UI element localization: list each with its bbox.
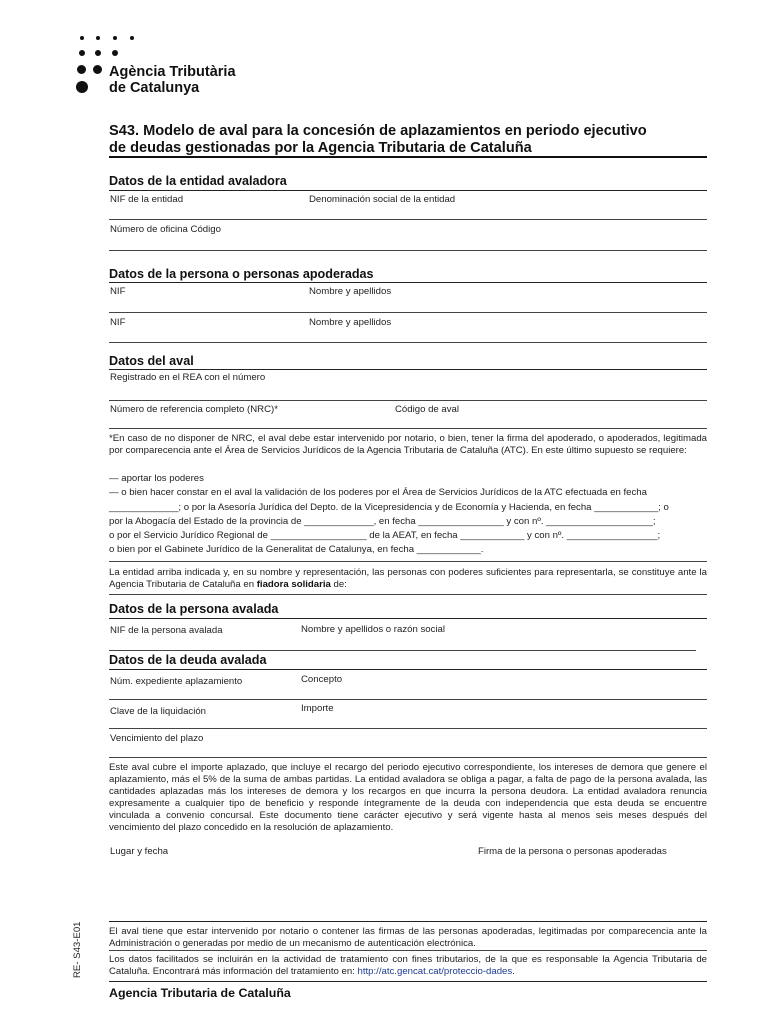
aval-codigo-label: Código de aval [395, 404, 460, 415]
section-divider [109, 369, 707, 370]
nrc-note-line: — o bien hacer constar en el aval la validación de los poderes por el Área de Servicios Jurídicos de la ATC efectuada en fecha [109, 487, 647, 498]
avalada-nombre-label: Nombre y apellidos o razón social [301, 624, 445, 635]
aval-nrc-label: Número de referencia completo (NRC)* [110, 404, 278, 415]
proteccion-datos-text: Los datos facilitados se incluirán en la actividad de tratamiento con fines tributarios, de la que es responsable la Agencia Tributaria de Cataluña. Encontrará más información del tratamiento en: [109, 954, 707, 978]
nrc-note-line: por la Abogacía del Estado de la provincia de _____________, en fecha ________________ y con nº. ____________________; [109, 516, 656, 527]
field-line [109, 312, 707, 313]
section-divider [109, 618, 707, 619]
agency-logo-text [109, 64, 236, 96]
fiadora-text: La entidad arriba indicada y, en su nombre y representación, las personas con poderes suficientes para representarla, se constituye ante la Agencia Tributaria de Cataluña en [109, 567, 707, 591]
footer-agency-name: Agencia Tributaria de Cataluña [109, 986, 291, 1000]
proteccion-datos-end: . [512, 966, 515, 978]
field-line [109, 757, 707, 758]
section-heading-apoderadas: Datos de la persona o personas apoderadas [109, 267, 374, 281]
deuda-vencimiento-label: Vencimiento del plazo [110, 733, 204, 744]
title-line-1: S43. Modelo de aval para la concesión de aplazamientos en periodo ejecutivo [109, 123, 647, 139]
avalada-nif-label: NIF de la persona avalada [110, 625, 223, 636]
section-heading-avalada: Datos de la persona avalada [109, 602, 279, 616]
field-line [109, 699, 707, 700]
section-divider [109, 190, 707, 191]
deuda-expediente-label: Núm. expediente aplazamiento [110, 676, 243, 687]
nrc-note-line: o por el Servicio Jurídico Regional de __________________ de la AEAT, en fecha ____________ y con nº. _________________; [109, 530, 661, 541]
nrc-note-line: — aportar los poderes [109, 473, 204, 484]
fiadora-text-end: de: [330, 579, 347, 591]
document-title [109, 123, 709, 157]
nrc-note-line: o bien por el Gabinete Jurídico de la Generalitat de Catalunya, en fecha ____________. [109, 544, 484, 555]
deuda-concepto-label: Concepto [301, 674, 343, 685]
logo-line-1: Agència Tributària [109, 64, 236, 80]
nrc-note-line: _____________; o por la Asesoría Jurídica del Depto. de la Vicepresidencia y de Economía y Hacienda, en fecha ____________; o [109, 502, 669, 513]
apoderada-nombre-1-label: Nombre y apellidos [309, 286, 392, 297]
field-line [109, 728, 707, 729]
proteccion-datos-link[interactable]: http://atc.gencat.cat/proteccio-dades [357, 966, 513, 978]
field-line [109, 594, 707, 595]
proteccion-datos-note [109, 954, 707, 978]
deuda-clave-label: Clave de la liquidación [110, 706, 206, 717]
section-heading-deuda: Datos de la deuda avalada [109, 653, 267, 667]
apoderada-nombre-2-label: Nombre y apellidos [309, 317, 392, 328]
footer-divider [109, 921, 707, 922]
title-line-2: de deudas gestionadas por la Agencia Tributaria de Cataluña [109, 140, 532, 156]
entidad-denominacion-label: Denominación social de la entidad [309, 194, 456, 205]
cobertura-paragraph: Este aval cubre el importe aplazado, que incluye el recargo del periodo ejecutivo correspondiente, los intereses de demora que genere el aplazamiento, más el 5% de la suma de ambas partidas. La entidad avaladora se obliga a pagar, a falta de pago de la persona avalada, las cantidades aplazadas más los intereses de demora y los recargos en que incurra la persona deudora. La entidad avaladora renuncia expresamente a cualquier tipo de beneficio y responde íntegramente de la deuda con independencia que esta deuda se encuentre vinculada a convenio concursal. Este documento tiene carácter ejecutivo y será vigente hasta al menos seis meses después del vencimiento del plazo concedido en la resolución de aplazamiento. [109, 762, 707, 834]
apoderada-nif-2-label: NIF [110, 317, 126, 328]
aval-registrado-label: Registrado en el REA con el número [110, 372, 266, 383]
section-heading-aval: Datos del aval [109, 354, 194, 368]
field-line [109, 219, 707, 220]
apoderada-nif-1-label: NIF [110, 286, 126, 297]
entidad-nif-label: NIF de la entidad [110, 194, 184, 205]
footer-divider [109, 981, 707, 982]
field-line [109, 650, 696, 651]
entidad-oficina-label: Número de oficina Código [110, 224, 221, 235]
field-line [109, 400, 707, 401]
lugar-fecha-label: Lugar y fecha [110, 846, 169, 857]
fiadora-bold: fiadora solidaria [256, 579, 331, 591]
firma-label: Firma de la persona o personas apoderadas [478, 846, 667, 857]
section-divider [109, 282, 707, 283]
intervencion-note: El aval tiene que estar intervenido por notario o contener las firmas de las personas apoderadas, legitimadas por comparecencia ante la Administración o generadas por medio de un mecanismo de autenticación electrónica. [109, 926, 707, 950]
fiadora-paragraph [109, 567, 707, 591]
nrc-note-paragraph: *En caso de no disponer de NRC, el aval debe estar intervenido por notario, o bien, tener la firma del apoderado, o apoderados, legitimada por comparecencia ante el Área de Servicios Jurídicos de la Agencia Tributaria de Cataluña (ATC). En este último supuesto se requiere: [109, 433, 707, 457]
title-divider [109, 156, 707, 158]
field-line [109, 428, 707, 429]
field-line [109, 561, 707, 562]
field-line [109, 250, 707, 251]
section-heading-entidad: Datos de la entidad avaladora [109, 174, 287, 188]
form-code: RE- S43-E01 [72, 921, 83, 978]
section-divider [109, 669, 707, 670]
field-line [109, 950, 707, 951]
field-line [109, 342, 707, 343]
deuda-importe-label: Importe [301, 703, 334, 714]
logo-line-2: de Catalunya [109, 80, 200, 96]
